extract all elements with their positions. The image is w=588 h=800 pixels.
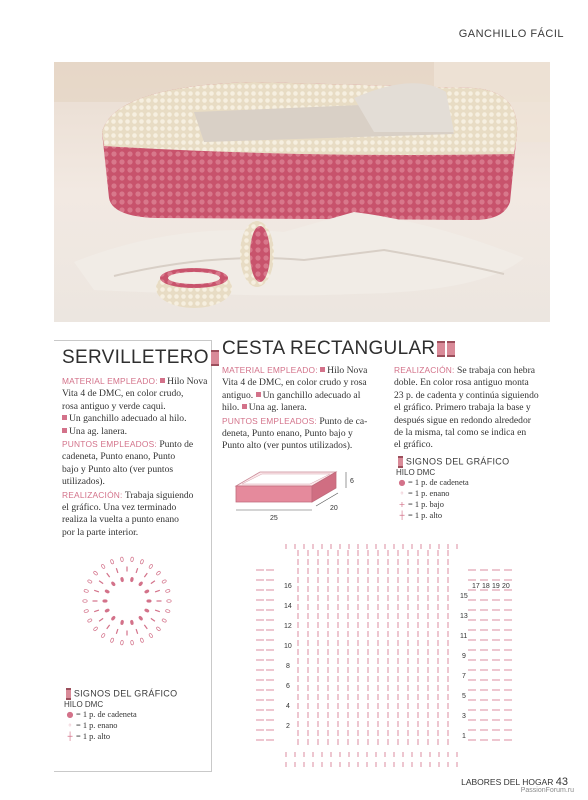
single-crochet-icon: +	[398, 500, 406, 509]
slip-stitch-mark	[83, 600, 87, 603]
box-front	[236, 486, 312, 502]
slip-stitch-mark	[156, 571, 161, 576]
row-number: 6	[286, 683, 290, 690]
slip-stitch-mark	[140, 559, 144, 564]
puntos-label: PUNTOS EMPLEADOS:	[222, 415, 317, 426]
row-number: 15	[460, 593, 468, 600]
legend-label: = 1 p. de cadeneta	[76, 710, 137, 719]
cesta-title-text: CESTA RECTANGULAR	[222, 338, 436, 359]
row-number: 8	[286, 663, 290, 670]
realizacion-line: de la misma, tal como se indica en	[394, 427, 527, 439]
spool-icon	[398, 456, 403, 468]
servilletero-title	[62, 347, 219, 369]
realizacion-line: por la parte interior.	[62, 526, 139, 538]
cesta-stitch-chart	[246, 540, 522, 770]
chain-stitch-mark	[120, 620, 124, 625]
bullet-square-icon	[242, 404, 247, 409]
material-line: Un ganchillo adecuado al	[262, 389, 361, 401]
round-number: 19	[492, 583, 500, 590]
material-line: antiguo.	[222, 389, 254, 401]
signos-subtitle: HILO DMC	[396, 468, 436, 477]
chain-stitch-mark	[105, 608, 110, 612]
row-number: 3	[462, 713, 466, 720]
spool-icon	[211, 350, 219, 366]
legend-label: = 1 p. bajo	[408, 500, 444, 509]
legend-label: = 1 p. alto	[76, 732, 111, 741]
double-crochet-mark	[136, 568, 138, 573]
slip-stitch-mark	[131, 557, 134, 562]
chain-stitch-mark	[103, 600, 107, 603]
row-number: 7	[462, 673, 466, 680]
double-crochet-mark	[107, 625, 110, 629]
servilletero-title-text: SERVILLETERO	[62, 347, 209, 368]
puntos-line: Punto alto (ver puntos utilizados).	[222, 440, 353, 452]
puntos-line: Punto de ca-	[319, 415, 368, 427]
material-line: hilo.	[222, 402, 240, 414]
chain-stitch-mark	[111, 616, 116, 621]
puntos-line: cadeneta, Punto enano, Punto	[62, 451, 176, 463]
realizacion-line: Se trabaja con hebra	[456, 365, 536, 376]
double-crochet-mark	[151, 618, 155, 621]
realizacion-line: doble. En color rosa antiguo monta	[394, 377, 529, 389]
puntos-line: bajo y Punto alto (ver puntos	[62, 463, 174, 475]
spool-icon	[437, 341, 445, 357]
realizacion-line: el gráfico. Primero trabaja la base y	[394, 402, 531, 414]
material-line: Una ag. lanera.	[248, 402, 307, 414]
puntos-label: PUNTOS EMPLEADOS:	[62, 439, 157, 450]
double-crochet-mark	[155, 590, 160, 592]
row-number: 4	[286, 703, 290, 710]
signos-subtitle: HILO DMC	[64, 700, 104, 709]
row-number: 5	[462, 693, 466, 700]
double-crochet-mark	[116, 568, 118, 573]
round-numbers-top	[472, 583, 510, 590]
slip-stitch-mark	[120, 557, 123, 562]
slip-stitch-mark	[93, 571, 98, 576]
chain-stitch-mark	[120, 577, 124, 582]
row-numbers-right	[460, 593, 468, 740]
double-crochet-mark	[144, 625, 147, 629]
slip-stitch-mark	[87, 618, 92, 622]
chain-stitch-mark	[130, 620, 134, 625]
slip-stitch-mark	[156, 626, 161, 631]
realizacion-line: realiza la vuelta a punto enano	[62, 514, 179, 526]
slip-stitch-mark	[165, 609, 170, 613]
material-line: Una ag. lanera.	[69, 425, 128, 437]
double-crochet-mark	[107, 573, 110, 577]
realizacion-line: 23 p. de cadenta y continúa siguiendo	[394, 389, 539, 401]
material-line: Hilo Nova	[327, 365, 368, 376]
slip-stitch-mark	[162, 618, 167, 622]
slip-stitch-mark	[87, 579, 92, 583]
round-number: 20	[502, 583, 510, 590]
double-crochet-mark	[94, 590, 99, 592]
realizacion-line: el gráfico. Una vez terminado	[62, 502, 177, 514]
magazine-name: LABORES DEL HOGAR	[461, 777, 554, 787]
slip-stitch-mark	[84, 589, 89, 593]
row-number: 16	[284, 583, 292, 590]
bullet-square-icon	[62, 428, 67, 433]
cesta-title	[222, 338, 455, 360]
material-label: MATERIAL EMPLEADO:	[62, 376, 158, 386]
cesta-body-right	[394, 364, 570, 452]
row-numbers-left	[284, 583, 292, 730]
double-crochet-mark	[155, 610, 160, 612]
double-crochet-mark	[136, 629, 138, 634]
slip-stitch-icon: ◦	[67, 721, 73, 730]
slip-stitch-mark	[110, 638, 114, 643]
basket-dimension-diagram	[226, 466, 376, 528]
chain-stitch-mark	[138, 581, 143, 586]
material-label: MATERIAL EMPLEADO:	[222, 365, 318, 375]
chain-stitch-mark	[130, 577, 134, 582]
puntos-line: Punto de	[159, 439, 194, 451]
realizacion-line: Trabaja siguiendo	[124, 489, 194, 501]
double-crochet-mark	[116, 629, 118, 634]
slip-stitch-mark	[101, 633, 106, 638]
basket-photo-illustration	[54, 62, 550, 322]
chain-stitch-mark	[144, 589, 149, 593]
material-line: Vita 4 de DMC, en color crudo,	[62, 388, 184, 400]
page-number: 43	[555, 776, 568, 788]
chain-stitch-mark	[105, 589, 110, 593]
row-number: 12	[284, 623, 292, 630]
round-number: 17	[472, 583, 480, 590]
chain-stitch-mark	[138, 616, 143, 621]
material-line: Vita 4 de DMC, en color crudo y rosa	[222, 377, 367, 389]
legend-label: = 1 p. enano	[408, 489, 450, 498]
row-number: 13	[460, 613, 468, 620]
slip-stitch-mark	[110, 559, 114, 564]
double-crochet-mark	[144, 573, 147, 577]
slip-stitch-mark	[162, 579, 167, 583]
row-number: 2	[286, 723, 290, 730]
row-number: 11	[460, 633, 468, 640]
material-line: Un ganchillo adecuado al hilo.	[69, 413, 187, 425]
double-crochet-mark	[99, 581, 103, 584]
cesta-body-left	[222, 364, 382, 453]
double-crochet-icon: ┼	[67, 732, 73, 741]
realizacion-label: REALIZACIÓN:	[394, 365, 455, 375]
round-chart-stitches	[83, 557, 171, 645]
dim-length-label: 25	[270, 515, 278, 522]
round-number: 18	[482, 583, 490, 590]
chain-stitch-mark	[144, 608, 149, 612]
slip-stitch-mark	[131, 640, 134, 645]
servilletero-round-chart	[72, 546, 182, 656]
bullet-square-icon	[256, 392, 261, 397]
cesta-legend	[396, 456, 556, 521]
material-line: Hilo Nova	[167, 376, 208, 387]
slip-stitch-mark	[93, 626, 98, 631]
double-crochet-mark	[99, 618, 103, 621]
slip-stitch-mark	[165, 589, 170, 593]
servilletero-body	[62, 375, 208, 539]
rect-chart-stitches	[256, 544, 512, 767]
chain-stitch-icon: ●	[398, 478, 406, 487]
chain-stitch-mark	[111, 581, 116, 586]
chain-stitch-mark	[147, 600, 151, 603]
servilletero-legend	[64, 688, 204, 742]
realizacion-line: después sigue en redondo alrededor	[394, 414, 531, 426]
signos-title: SIGNOS DEL GRÁFICO	[73, 688, 178, 699]
slip-stitch-mark	[120, 640, 123, 645]
bullet-square-icon	[320, 367, 325, 372]
legend-label: = 1 p. de cadeneta	[408, 478, 469, 487]
chain-stitch-icon: ●	[66, 710, 74, 719]
bullet-square-icon	[62, 415, 67, 420]
slip-stitch-mark	[101, 564, 106, 569]
legend-label: = 1 p. enano	[76, 721, 118, 730]
signos-title: SIGNOS DEL GRÁFICO	[405, 456, 510, 467]
puntos-line: deneta, Punto enano, Punto bajo y	[222, 428, 353, 440]
dim-height-label: 6	[350, 478, 354, 485]
slip-stitch-mark	[84, 609, 89, 613]
row-number: 1	[462, 733, 466, 740]
slip-stitch-mark	[167, 600, 171, 603]
slip-stitch-mark	[149, 564, 154, 569]
double-crochet-mark	[94, 610, 99, 612]
realizacion-label: REALIZACIÓN:	[62, 489, 123, 500]
section-label: GANCHILLO FÁCIL	[458, 28, 564, 40]
realizacion-line: el gráfico.	[394, 439, 433, 451]
slip-stitch-mark	[149, 633, 154, 638]
double-crochet-icon: ┼	[399, 511, 405, 520]
slip-stitch-mark	[140, 638, 144, 643]
material-line: rosa antiguo y verde caqui.	[62, 400, 166, 412]
bullet-square-icon	[160, 378, 165, 383]
legend-label: = 1 p. alto	[408, 511, 443, 520]
row-number: 14	[284, 603, 292, 610]
spool-icon	[447, 341, 455, 357]
dim-width-label: 20	[330, 505, 338, 512]
watermark: PassionForum.ru	[520, 787, 574, 794]
spool-icon	[66, 688, 71, 700]
puntos-line: utilizados).	[62, 476, 105, 488]
double-crochet-mark	[151, 581, 155, 584]
row-number: 9	[462, 653, 466, 660]
row-number: 10	[284, 643, 292, 650]
slip-stitch-icon: ◦	[399, 489, 405, 498]
hero-photo	[54, 62, 550, 322]
